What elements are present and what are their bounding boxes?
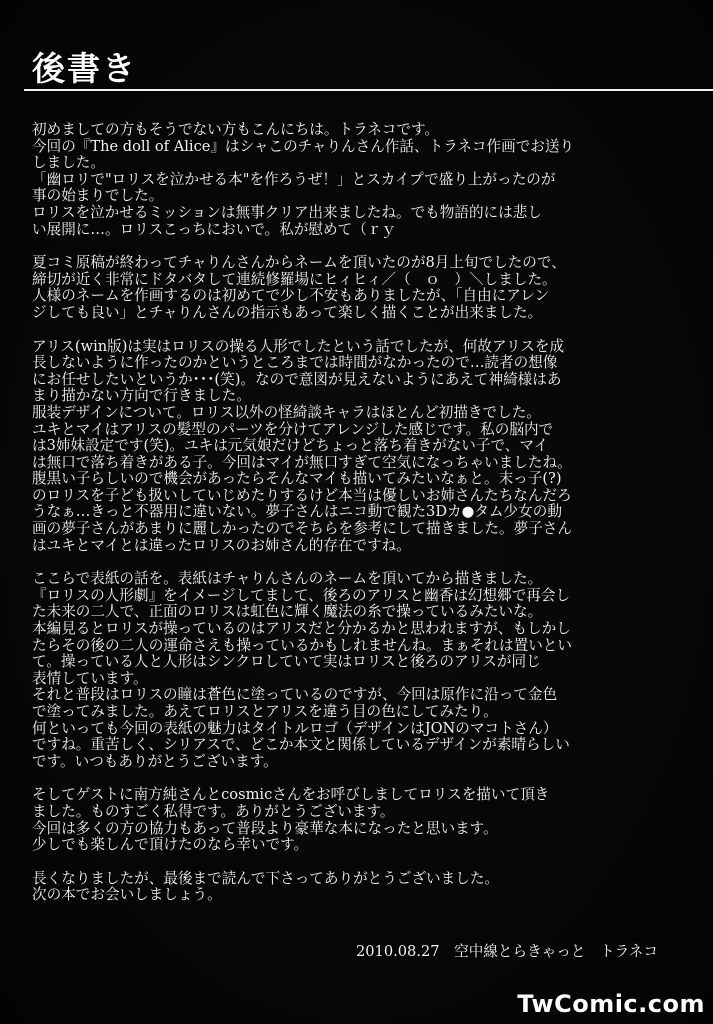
text-line: 今回は多くの方の協力もあって普段より豪華な本になったと思います。 xyxy=(32,819,498,837)
page-title: 後書き xyxy=(32,49,137,88)
text-line: ました。ものすごく私得です。ありがとうございます。 xyxy=(32,802,395,820)
text-line: 事の始まりでした。 xyxy=(32,187,164,205)
text-line: です。いつもありがとうございます。 xyxy=(32,752,278,770)
text-line: で塗ってみました。あえてロリスとアリスを違う目の色にしてみたり。 xyxy=(32,703,498,720)
text-line: それと普段はロリスの瞳は蒼色に塗っているのですが、今回は原作に沿って金色 xyxy=(32,686,558,704)
title-divider xyxy=(24,89,713,91)
text-line: 長くなりましたが、最後まで読んで下さってありがとうございました。 xyxy=(32,869,500,887)
text-line: 何といっても今回の表紙の魅力はタイトルロゴ（デザインはJONのマコトさん） xyxy=(32,719,558,737)
paragraph-guests xyxy=(32,787,672,853)
text-line: 今回の『The doll of Alice』はシャこのチャりんさん作話、トラネコ作画でお送り xyxy=(32,137,575,155)
text-line: は3姉妹設定です(笑)。ユキは元気娘だけどちょっと落ち着きがない子で、マイ xyxy=(32,437,549,455)
text-line: 「幽ロリで"ロリスを泣かせる本"を作ろうぜ！」とスカイプで盛り上がったのが xyxy=(32,170,556,188)
signature-date-author: 2010.08.27 空中線とらきゃっと トラネコ xyxy=(355,943,658,960)
text-line: ジしても良い」とチャりんさんの指示もあって楽しく描くことが出来ました。 xyxy=(32,303,543,321)
paragraph-greeting xyxy=(32,122,672,238)
text-line: まり描かない方向で行きました。 xyxy=(32,387,251,405)
paragraph-closing xyxy=(32,871,672,904)
text-line: 夏コミ原稿が終わってチャりんさんからネームを頂いたのが8月上旬でしたので、 xyxy=(32,254,566,272)
text-line: 『ロリスの人形劇』をイメージしてまして、後ろのアリスと幽香は幻想郷で再会し xyxy=(32,586,571,604)
text-line: ですね。重苦しく、シリアスで、どこか本文と関係しているデザインが素晴らしい xyxy=(32,736,570,754)
paragraph-characters xyxy=(32,339,672,555)
watermark-logo: TwComic.com xyxy=(517,990,705,1018)
text-line: 腹黒い子らしいので機会があったらそんなマイも描いてみたいなぁと。末っ子(?) xyxy=(32,470,562,488)
text-line: のロリスを子ども扱いしていじめたりするけど本当は優しいお姉さんたちなんだろ xyxy=(32,486,572,504)
text-line: にお任せしたいというか･･･(笑)。なので意図が見えないようにあえて神綺様はあ xyxy=(32,370,562,388)
text-line: 人様のネームを作画するのは初めてで少し不安もありましたが、「自由にアレン xyxy=(32,287,550,305)
text-line: ユキとマイはアリスの髪型のパーツを分けてアレンジした感じです。私の脳内で xyxy=(32,420,554,438)
text-line: 締切が近く非常にドタバタして連続修羅場にヒィヒィ／（ ｏ ）＼しました。 xyxy=(32,270,557,288)
text-line: 表情しています。 xyxy=(32,669,148,687)
text-line: ここらで表紙の話を。表紙はチャりんさんのネームを頂いてから描きました。 xyxy=(32,570,543,588)
text-line: 本編見るとロリスが操っているのはアリスだと分かるかと思われますが、もしかし xyxy=(32,620,571,638)
text-line: い展開に…。ロリスこっちにおいで。私が慰めて（ｒｙ xyxy=(32,220,396,238)
text-line: はユキとマイとは違ったロリスのお姉さん的存在ですね。 xyxy=(32,536,411,554)
paragraph-schedule xyxy=(32,255,672,321)
paragraph-cover xyxy=(32,571,672,770)
text-line: うなぁ…きっと不器用に違いない。夢子さんはニコ動で観た3Dカ●タム少女の動 xyxy=(32,503,562,521)
text-line: 少しでも楽しんで頂けたのなら幸いです。 xyxy=(32,836,309,854)
text-line: アリス(win版)は実はロリスの操る人形でしたという話でしたが、何故アリスを成 xyxy=(32,337,565,355)
text-line: 次の本でお会いしましょう。 xyxy=(32,886,222,904)
text-line: た未来の二人で、正面のロリスは虹色に輝く魔法の糸で操っているみたいな。 xyxy=(32,603,543,621)
text-line: 画の夢子さんがあまりに麗しかったのでそちらを参考にして描きました。夢子さん xyxy=(32,520,572,538)
text-line: たらその後の二人の運命さえも操っているかもしれませんね。まぁそれは置いとい xyxy=(32,636,572,654)
text-line: ロリスを泣かせるミッションは無事クリア出来ましたね。でも物語的には悲し xyxy=(32,203,542,221)
text-line: 長しないように作ったのかというところまでは時間がなかったので…読者の想像 xyxy=(32,354,558,372)
text-line: 初めましての方もそうでない方もこんにちは。トラネコです。 xyxy=(32,121,440,138)
text-line: 服装デザインについて。ロリス以外の怪綺談キャラはほとんど初描きでした。 xyxy=(32,403,541,421)
text-line: は無口で落ち着きがある子。今回はマイが無口すぎて空気になっちゃいましたね。 xyxy=(32,453,572,471)
text-line: そしてゲストに南方純さんとcosmicさんをお呼びしましてロリスを描いて頂き xyxy=(32,786,550,804)
afterword-body xyxy=(32,122,672,921)
text-line: しました。 xyxy=(32,154,105,172)
text-line: て。操っている人と人形はシンクロしていて実はロリスと後ろのアリスが同じ xyxy=(32,653,541,671)
